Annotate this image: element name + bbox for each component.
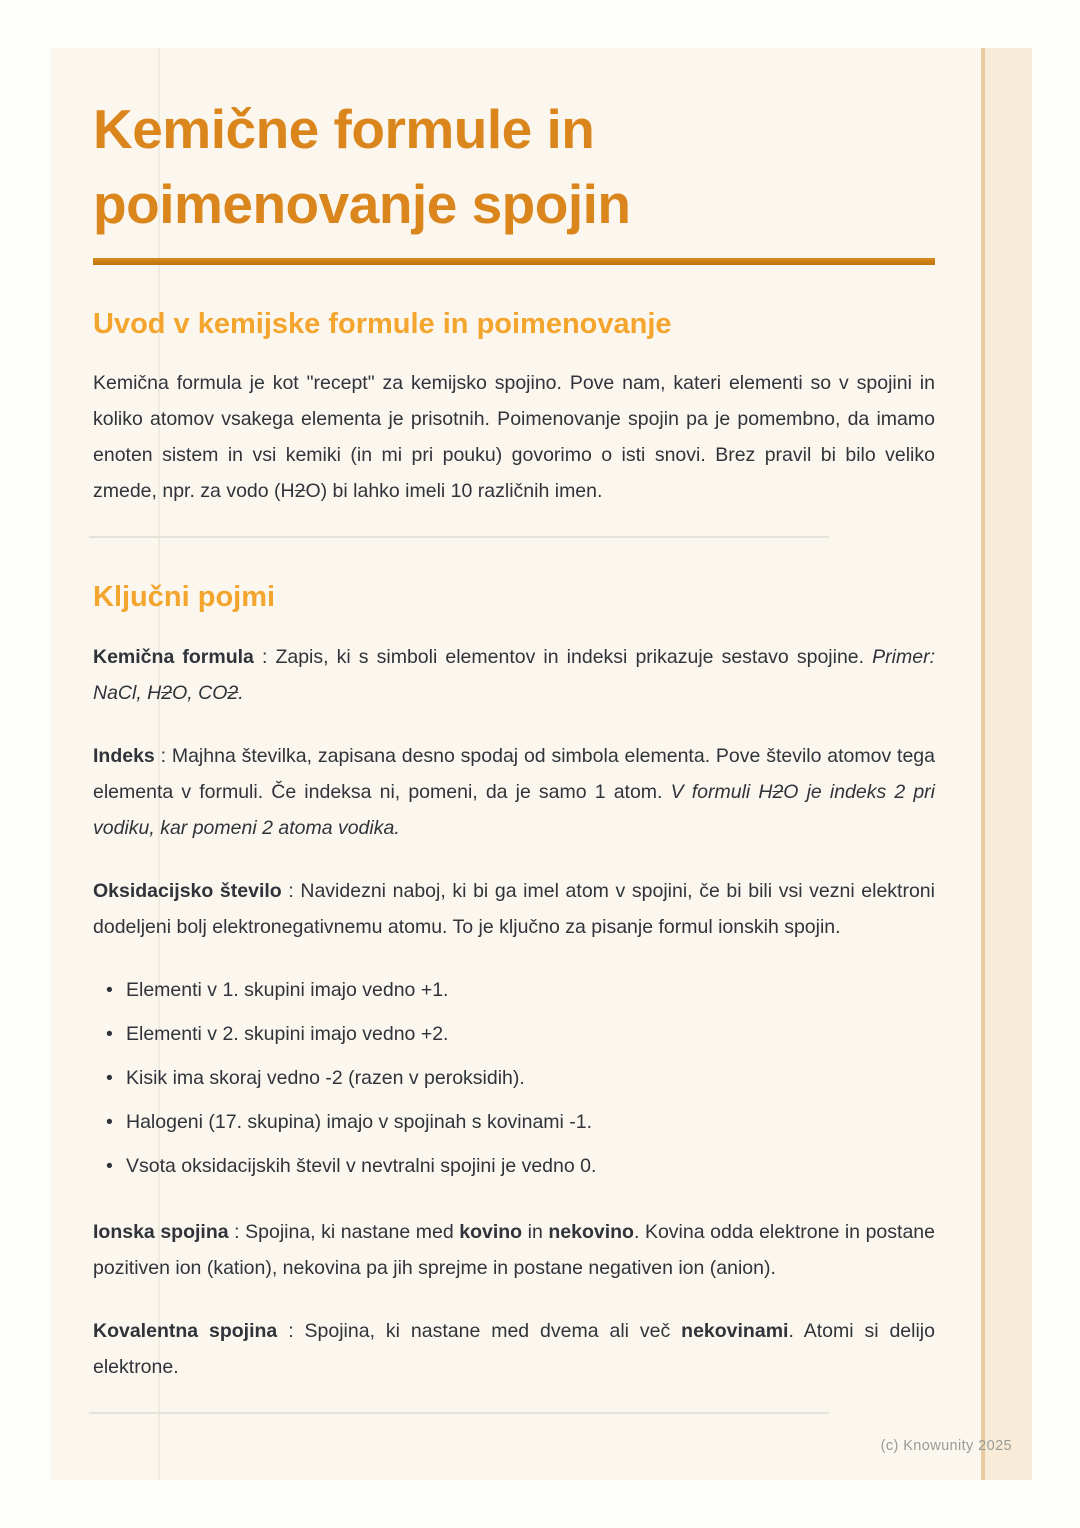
text-run: O) bi lahko imeli 10 različnih imen.	[305, 480, 603, 503]
text-run: Kisik ima skoraj vedno -2 (razen v peroksidih).	[126, 1067, 525, 1090]
page-title: Kemične formule in poimenovanje spojin	[93, 98, 631, 235]
text-run: : Majhna številka, zapisana desno spodaj od simbola elementa. Pove število atomov tega elementa v formuli. Če indeksa ni, pomeni, da je samo 1 atom.	[93, 745, 935, 804]
paragraph	[93, 1313, 935, 1385]
section-divider	[89, 1412, 829, 1414]
list-item	[106, 972, 935, 1008]
text-run: : Zapis, ki s simboli elementov in indeksi prikazuje sestavo spojine.	[253, 646, 873, 669]
text-run: . Kovina odda elektrone in postane pozitiven ion (kation), nekovina pa jih sprejme in postane negativen ion (anion).	[93, 1221, 935, 1280]
text-run: Kemična formula je kot "recept" za kemijsko spojino. Pove nam, kateri elementi so v spojini in koliko atomov vsakega elementa je prisotnih. Poimenovanje spojin pa je pomembno, da imamo enoten sistem in vsi kemiki (in mi pri pouku) govorimo o isti snovi. Brez pravil bi bilo veliko zmede, npr. za vodo (H	[93, 372, 935, 503]
text-run: Primer: NaCl, H	[93, 646, 935, 705]
paragraph	[93, 873, 935, 945]
text-run: V formuli H	[670, 781, 773, 804]
text-run: : Spojina, ki nastane med dvema ali več	[277, 1320, 682, 1343]
text-run: Indeks	[93, 745, 155, 768]
text-run: kovino	[459, 1221, 523, 1244]
text-run: . Atomi si delijo elektrone.	[93, 1320, 935, 1379]
paragraph	[93, 365, 935, 509]
text-run: : Navidezni naboj, ki bi ga imel atom v spojini, če bi bili vsi vezni elektroni dodeljeni bolj elektronegativnemu atomu. To je ključno za pisanje formul ionskih spojin.	[93, 880, 935, 939]
document-content	[93, 92, 935, 1430]
text-run: nekovino	[548, 1221, 634, 1244]
text-run: in	[522, 1221, 549, 1244]
section-divider	[89, 536, 829, 538]
paragraph	[93, 639, 935, 711]
bullet-list	[93, 972, 935, 1184]
text-run: Ionska spojina	[93, 1221, 229, 1244]
title-rule	[93, 258, 935, 265]
footer-credit: (c) Knowunity 2025	[880, 1438, 1012, 1454]
list-item	[106, 1060, 935, 1096]
document-body	[93, 307, 935, 1415]
list-item	[106, 1148, 935, 1184]
list-item	[106, 1104, 935, 1140]
text-run: : Spojina, ki nastane med	[228, 1221, 460, 1244]
text-run: O je indeks 2 pri vodiku, kar pomeni 2 atoma vodika.	[93, 781, 935, 840]
paragraph	[93, 738, 935, 846]
text-run: Elementi v 1. skupini imajo vedno +1.	[126, 979, 449, 1002]
text-run: 2	[294, 480, 306, 503]
text-run: 2	[161, 682, 173, 705]
text-run: 2	[772, 781, 784, 804]
accent-strip	[981, 48, 1032, 1480]
text-run: .	[238, 682, 244, 705]
text-run: Kovalentna spojina	[93, 1320, 278, 1343]
text-run: Halogeni (17. skupina) imajo v spojinah s kovinami -1.	[126, 1111, 593, 1134]
text-run: Kemična formula	[93, 646, 254, 669]
document-sheet	[50, 48, 1032, 1480]
section-heading: Ključni pojmi	[93, 581, 276, 614]
text-run: 2	[227, 682, 239, 705]
text-run: nekovinami	[681, 1320, 789, 1343]
section-heading: Uvod v kemijske formule in poimenovanje	[93, 307, 672, 340]
paragraph	[93, 1214, 935, 1286]
list-item	[106, 1016, 935, 1052]
text-run: Elementi v 2. skupini imajo vedno +2.	[126, 1023, 449, 1046]
text-run: O, CO	[172, 682, 228, 705]
text-run: Vsota oksidacijskih števil v nevtralni spojini je vedno 0.	[126, 1155, 597, 1178]
text-run: Oksidacijsko število	[93, 880, 282, 903]
